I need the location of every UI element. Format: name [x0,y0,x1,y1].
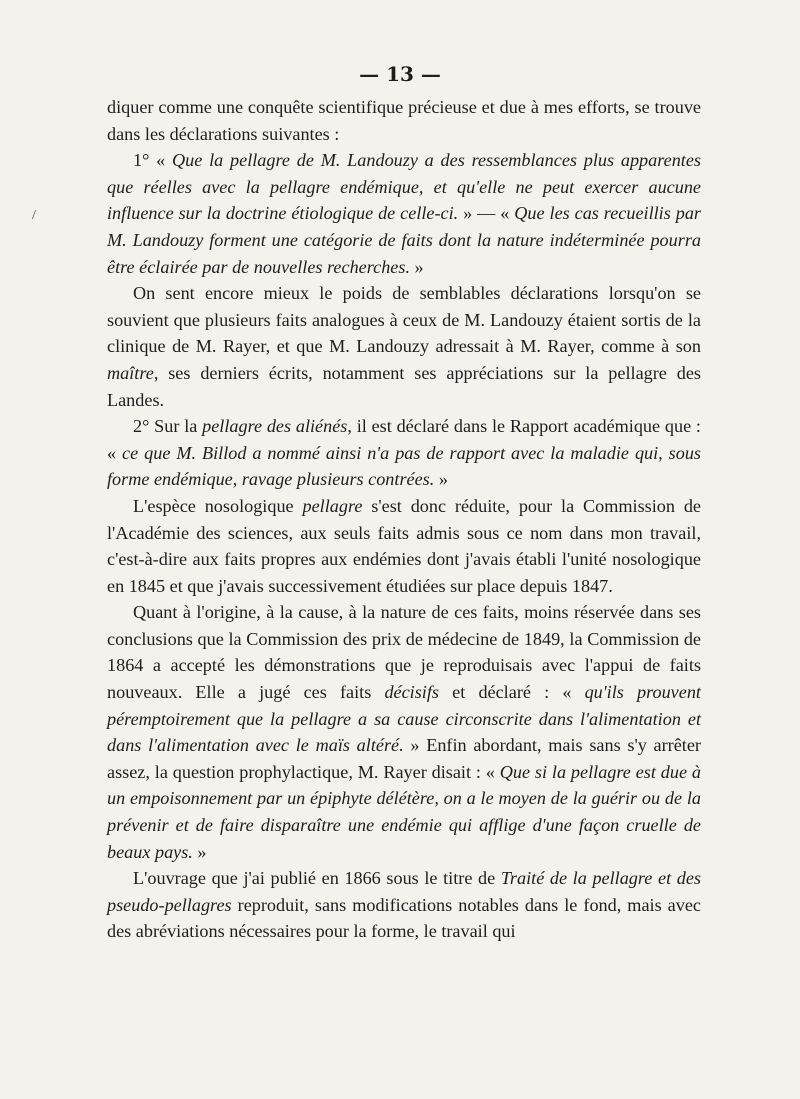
paragraph-1: diquer comme une conquête scientifique précieuse et due à mes efforts, se trouve dans les déclarations suivantes : [107,97,701,144]
paragraph-5: L'espèce nosologique pellagre s'est donc réduite, pour la Commission de l'Académie des sciences, aux seuls faits admis sous ce nom dans mon travail, c'est-à-dire aux faits propres aux endémies dont j'avais établi l'unité nosologique en 1845 et que j'avais successivement étudiées sur place depuis 1847. [107,495,701,596]
page-number: — 13 — [359,62,441,86]
paragraph-6: Quant à l'origine, à la cause, à la nature de ces faits, moins réservée dans ses conclusions que la Commission des prix de médecine de 1849, la Commission de 1864 a accepté les démonstrations que je reproduisais avec l'appui de faits nouveaux. Elle a jugé ces faits décisifs et déclaré : « qu'ils prouvent péremptoirement que la pellagre a sa cause circonscrite dans l'alimentation et dans l'alimentation avec le maïs altéré. » Enfin abordant, mais sans s'y arrêter assez, la question prophylactique, M. Rayer disait : « Que si la pellagre est due à un empoisonnement par un épiphyte délétère, on a le moyen de la guérir ou de la prévenir et de faire disparaître une endémie qui afflige d'une façon cruelle de beaux pays. » [107,602,701,862]
text-body [107,94,701,945]
paragraph-4: 2° Sur la pellagre des aliénés, il est déclaré dans le Rapport académique que : « ce que M. Billod a nommé ainsi n'a pas de rapport avec la maladie qui, sous forme endémique, ravage plusieurs contrées. » [107,416,702,490]
paragraph-7: L'ouvrage que j'ai publié en 1866 sous le titre de Traité de la pellagre et des pseudo-pellagres reproduit, sans modifications notables dans le fond, mais avec des abréviations nécessaires pour la forme, le travail qui [107,868,701,942]
paragraph-3: On sent encore mieux le poids de semblables déclarations lorsqu'on se souvient que plusieurs faits analogues à ceux de M. Landouzy étaient sortis de la clinique de M. Rayer, et que M. Landouzy adressait à M. Rayer, comme à son maître, ses derniers écrits, notamment ses appréciations sur la pellagre des Landes. [107,283,701,410]
margin-mark: / [32,208,36,223]
paragraph-2: 1° « Que la pellagre de M. Landouzy a des ressemblances plus apparentes que réelles avec la pellagre endémique, et qu'elle ne peut exercer aucune influence sur la doctrine étiologique de celle-ci. » — « Que les cas recueillis par M. Landouzy forment une catégorie de faits dont la nature indéterminée pourra être éclairée par de nouvelles recherches. » [107,150,701,277]
